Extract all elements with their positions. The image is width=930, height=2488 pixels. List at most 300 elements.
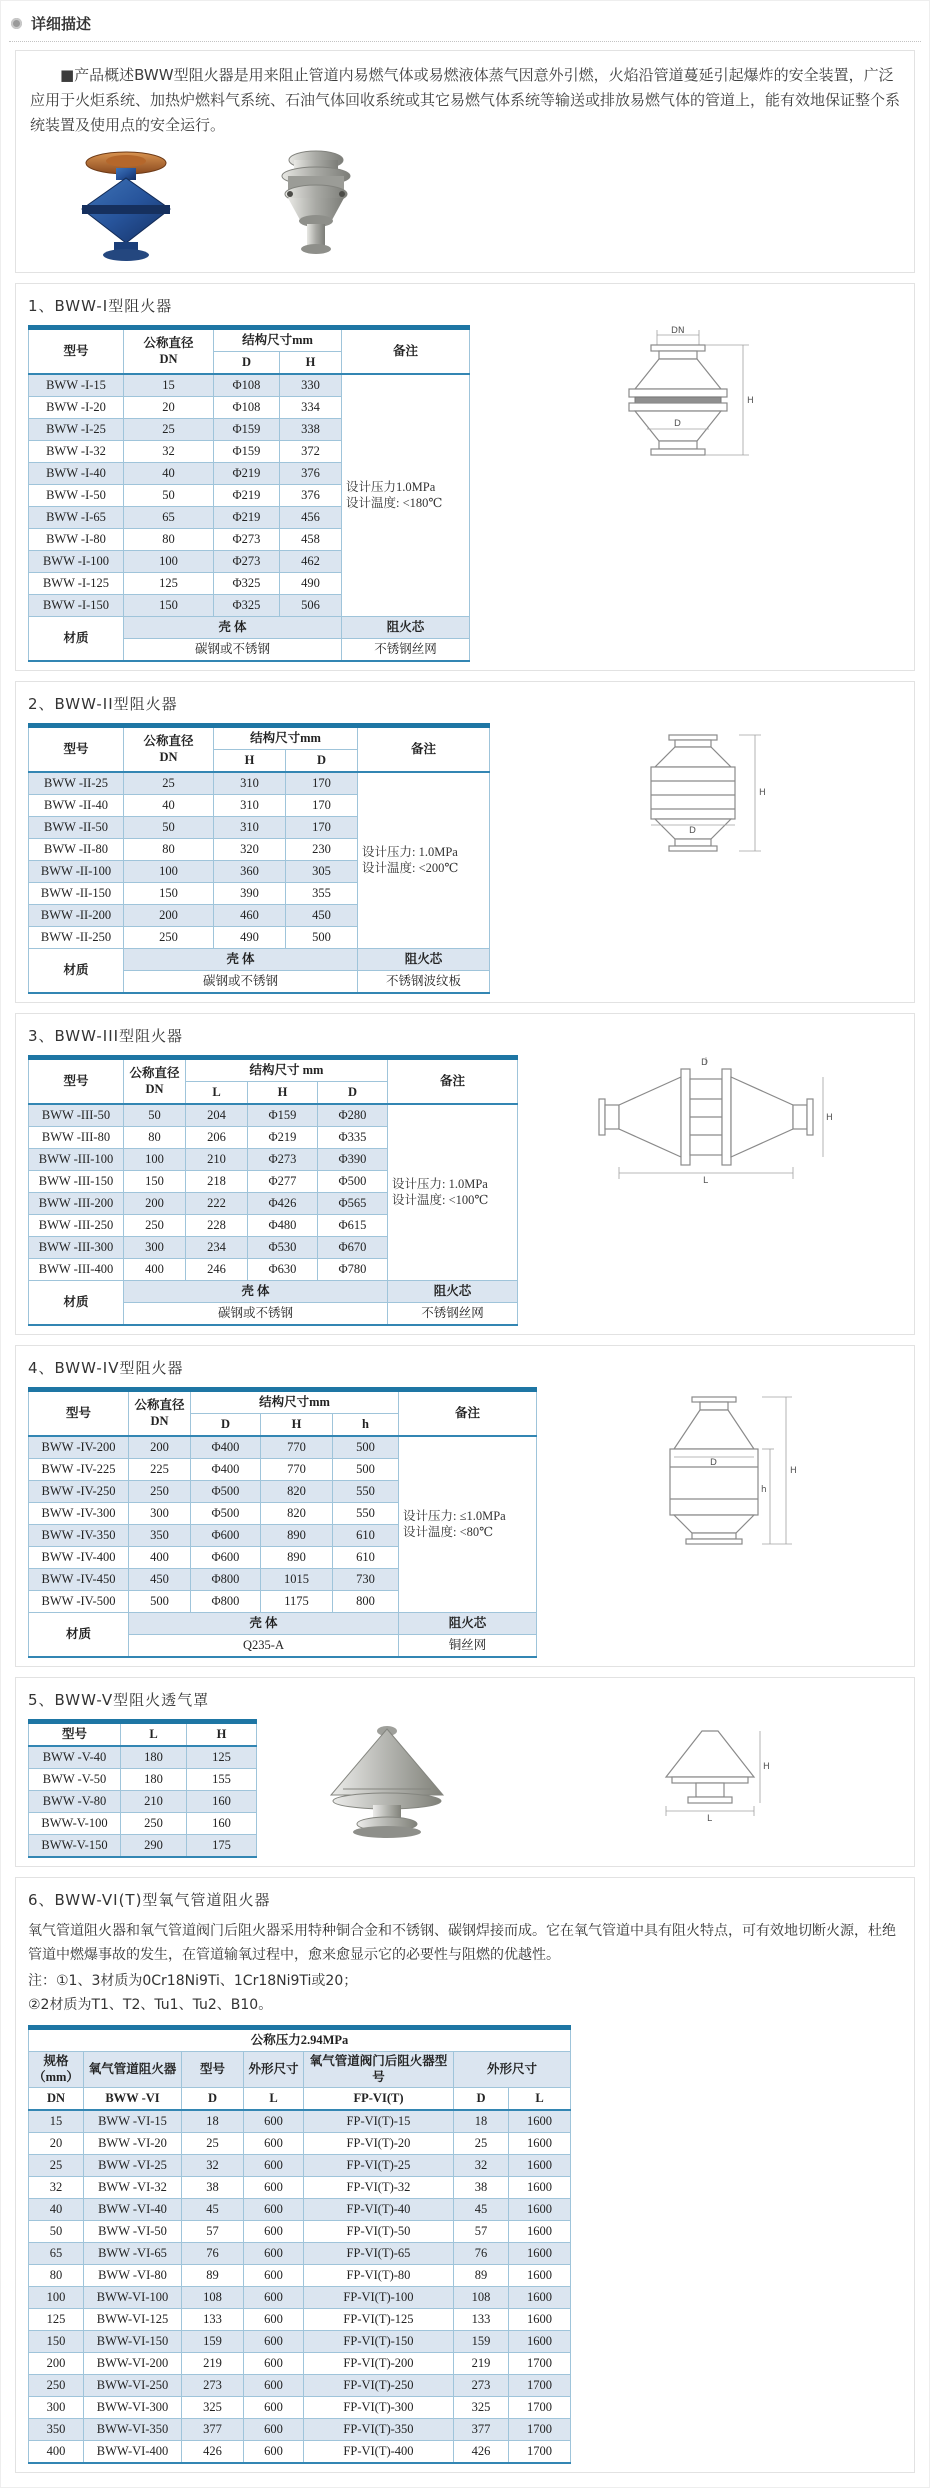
sub-bww-vi: BWW -VI [84,2088,182,2111]
core-header: 阻火芯 [388,1281,518,1303]
table-cell: 210 [186,1149,248,1171]
material-label: 材质 [29,617,124,662]
table-cell: 76 [454,2243,509,2265]
section-bww-iv [15,1345,915,1667]
table-cell: Φ273 [248,1149,318,1171]
bww-iv-drawing-area [537,1387,902,1582]
table-cell: 32 [29,2177,84,2199]
table-cell: Φ530 [248,1237,318,1259]
table-cell: Φ800 [191,1569,261,1591]
table-cell: BWW -I-100 [29,551,124,573]
table-cell: BWW-VI-150 [84,2331,182,2353]
table-cell: 150 [124,595,214,617]
table-row [29,2243,571,2265]
table-cell: FP-VI(T)-25 [304,2155,454,2177]
table-cell: Φ615 [318,1215,388,1237]
table-cell: Φ600 [191,1547,261,1569]
table-cell: 360 [214,861,286,883]
table-cell: Φ335 [318,1127,388,1149]
table-cell: 500 [333,1436,399,1459]
table-cell: BWW -I-80 [29,529,124,551]
table-cell: 175 [187,1835,257,1858]
table-cell: FP-VI(T)-400 [304,2441,454,2464]
table-cell: 506 [280,595,342,617]
table-cell: Φ219 [248,1127,318,1149]
table-cell: 150 [29,2331,84,2353]
table-cell: Φ480 [248,1215,318,1237]
table-cell: FP-VI(T)-100 [304,2287,454,2309]
material-label: 材质 [29,1281,124,1326]
bww-iii-spec-table [28,1055,518,1326]
table-cell: 1600 [509,2110,571,2133]
table-cell: 1700 [509,2441,571,2464]
table-cell: BWW -II-100 [29,861,124,883]
table-cell: BWW -II-250 [29,927,124,949]
table-cell: Φ273 [214,551,280,573]
table-cell: 600 [244,2133,304,2155]
sub-dn: DN [29,2088,84,2111]
table-cell: 290 [121,1835,187,1858]
table-cell: BWW -V-50 [29,1769,121,1791]
col-remark: 备注 [358,726,490,773]
table-cell: BWW -VI-25 [84,2155,182,2177]
table-row [29,1746,257,1769]
table-cell: FP-VI(T)-350 [304,2419,454,2441]
table-cell: BWW-V-150 [29,1835,121,1858]
table-cell: Φ277 [248,1171,318,1193]
table-cell: BWW -III-100 [29,1149,124,1171]
table-cell: 600 [244,2265,304,2287]
table-cell: 600 [244,2110,304,2133]
table-cell: FP-VI(T)-150 [304,2331,454,2353]
section-5-title: 5、BWW-V型阻火透气罩 [28,1691,210,1709]
table-cell: BWW -VI-80 [84,2265,182,2287]
section-2-title: 2、BWW-II型阻火器 [28,695,178,713]
table-row [29,772,490,795]
table-cell: 38 [454,2177,509,2199]
table-cell: FP-VI(T)-40 [304,2199,454,2221]
table-cell: BWW -VI-65 [84,2243,182,2265]
table-cell: 15 [29,2110,84,2133]
table-cell: BWW -VI-40 [84,2199,182,2221]
table-cell: Φ400 [191,1436,261,1459]
section-4-title: 4、BWW-IV型阻火器 [28,1359,184,1377]
table-row [29,1436,537,1459]
table-cell: 125 [124,573,214,595]
table-cell: 600 [244,2287,304,2309]
svg-text:L: L [706,1814,712,1824]
col-h: H [248,1082,318,1105]
table-cell: 1600 [509,2133,571,2155]
table-cell: 40 [29,2199,84,2221]
table-cell: 133 [454,2309,509,2331]
col-model: 型号 [29,1058,124,1105]
table-cell: 160 [187,1813,257,1835]
table-cell: BWW -III-80 [29,1127,124,1149]
table-cell: 1700 [509,2419,571,2441]
table-cell: 40 [124,795,214,817]
dotted-divider [9,41,921,42]
table-cell: 25 [454,2133,509,2155]
table-cell: 100 [124,1149,186,1171]
table-cell: Φ159 [214,441,280,463]
material-label: 材质 [29,949,124,994]
section-bww-iii [15,1013,915,1335]
table-cell: 600 [244,2155,304,2177]
table-cell: 770 [261,1459,333,1481]
table-cell: 550 [333,1481,399,1503]
bww-ii-technical-drawing [621,723,771,888]
table-cell: Φ390 [318,1149,388,1171]
table-cell: BWW -IV-500 [29,1591,129,1613]
table-cell: 890 [261,1547,333,1569]
table-row [29,2265,571,2287]
table-row [29,2221,571,2243]
table-cell: 462 [280,551,342,573]
table-cell: 125 [29,2309,84,2331]
section-bww-v [15,1677,915,1867]
col-outline-size-2: 外形尺寸 [454,2052,571,2088]
table-cell: 600 [244,2177,304,2199]
table-cell: 400 [124,1259,186,1281]
table-cell: 50 [124,1104,186,1127]
col-struct: 结构尺寸mm [214,726,358,750]
table-cell: 460 [214,905,286,927]
table-cell: BWW -I-150 [29,595,124,617]
table-cell: 1600 [509,2177,571,2199]
table-cell: BWW -II-50 [29,817,124,839]
table-cell: BWW-VI-200 [84,2353,182,2375]
table-cell: BWW -IV-250 [29,1481,129,1503]
table-cell: 159 [454,2331,509,2353]
bww-i-drawing-area [470,325,902,515]
shell-header: 壳 体 [124,617,342,639]
table-cell: 50 [124,485,214,507]
table-cell: 155 [187,1769,257,1791]
table-cell: BWW -II-25 [29,772,124,795]
table-cell: BWW -VI-32 [84,2177,182,2199]
product-photos [28,146,902,264]
svg-text:D: D [701,1058,708,1068]
table-cell: BWW -IV-300 [29,1503,129,1525]
bww-vi-spec-table [28,2025,571,2464]
table-cell: 890 [261,1525,333,1547]
table-cell: 125 [187,1746,257,1769]
col-pipeline-arrester: 氧气管道阻火器 [84,2052,182,2088]
table-row [29,2397,571,2419]
svg-text:DN: DN [671,326,685,336]
bww-v-spec-table [28,1719,257,1858]
table-cell: 200 [129,1436,191,1459]
table-cell: 820 [261,1481,333,1503]
table-row [29,1813,257,1835]
table-cell: 310 [214,795,286,817]
table-cell: 600 [244,2419,304,2441]
table-cell: 400 [129,1547,191,1569]
table-cell: 325 [454,2397,509,2419]
table-cell: 1600 [509,2199,571,2221]
table-cell: 57 [454,2221,509,2243]
remark-cell: 设计压力: 1.0MPa 设计温度: <100℃ [388,1104,518,1281]
table-row [29,374,470,397]
table-cell: BWW -I-15 [29,374,124,397]
table-cell: 25 [182,2133,244,2155]
table-cell: FP-VI(T)-125 [304,2309,454,2331]
col-model: 型号 [29,726,124,773]
table-cell: 500 [286,927,358,949]
product-photo-blue-arrester [70,146,182,264]
svg-text:L: L [703,1176,709,1185]
table-cell: 300 [124,1237,186,1259]
table-cell: 456 [280,507,342,529]
table-cell: 108 [454,2287,509,2309]
table-cell: BWW -III-150 [29,1171,124,1193]
table-cell: 100 [29,2287,84,2309]
table-cell: 305 [286,861,358,883]
col-dn: 公称直径 DN [124,328,214,375]
table-cell: Φ400 [191,1459,261,1481]
svg-text:H: H [762,1762,770,1772]
table-cell: 206 [186,1127,248,1149]
sub-d1: D [182,2088,244,2111]
material-label: 材质 [29,1613,129,1658]
table-cell: Φ325 [214,573,280,595]
table-cell: Φ280 [318,1104,388,1127]
table-cell: BWW -III-300 [29,1237,124,1259]
table-cell: 230 [286,839,358,861]
table-cell: Φ670 [318,1237,388,1259]
table-cell: 159 [182,2331,244,2353]
table-cell: 218 [186,1171,248,1193]
table-cell: BWW -II-200 [29,905,124,927]
col-outline-size: 外形尺寸 [244,2052,304,2088]
table-cell: 1600 [509,2331,571,2353]
table-row [29,2199,571,2221]
col-remark: 备注 [399,1390,537,1437]
table-cell: FP-VI(T)-250 [304,2375,454,2397]
table-cell: 1700 [509,2397,571,2419]
table-row [29,1835,257,1858]
section-bww-i [15,283,915,671]
table-cell: 350 [129,1525,191,1547]
table-cell: 1600 [509,2243,571,2265]
table-cell: 160 [187,1791,257,1813]
intro-box [15,50,915,273]
table-row [29,2155,571,2177]
remark-cell: 设计压力1.0MPa 设计温度: <180℃ [342,374,470,617]
table-cell: Φ219 [214,463,280,485]
table-cell: FP-VI(T)-15 [304,2110,454,2133]
table-cell: Φ600 [191,1525,261,1547]
table-cell: FP-VI(T)-50 [304,2221,454,2243]
table-cell: 50 [29,2221,84,2243]
table-cell: BWW-V-100 [29,1813,121,1835]
bww-iii-technical-drawing [585,1055,835,1185]
oxygen-arrester-description: 氧气管道阻火器和氧气管道阀门后阻火器采用特种铜合金和不锈钢、碳钢焊接而成。它在氧气管道中具有阻火特点，可有效地切断火源，杜绝管道中燃爆事故的发生，在管道输氧过程中，愈来愈显示它的必要性与阻燃的优越性。 [28,1923,896,1963]
col-hh: h [333,1414,399,1437]
section-3-title: 3、BWW-III型阻火器 [28,1027,184,1045]
remark-cell: 设计压力: 1.0MPa 设计温度: <200℃ [358,772,490,949]
section-1-title: 1、BWW-I型阻火器 [28,297,173,315]
product-overview-text: ■产品概述BWW型阻火器是用来阻止管道内易燃气体或易燃液体蒸气因意外引燃，火焰沿管道蔓延引起爆炸的安全装置，广泛应用于火炬系统、加热炉燃料气系统、石油气体回收系统或其它易燃气体系统等输送或排放易燃气体的管道上，能有效地保证整个系统装置及使用点的安全运行。 [30,66,901,134]
table-cell: 80 [124,529,214,551]
svg-text:H: H [759,788,766,798]
section-header [1,7,929,38]
table-row [29,1791,257,1813]
table-cell: 18 [182,2110,244,2133]
table-cell: BWW -IV-200 [29,1436,129,1459]
table-cell: BWW -III-50 [29,1104,124,1127]
table-cell: 1600 [509,2265,571,2287]
bww-ii-drawing-area [490,723,902,888]
table-cell: 65 [124,507,214,529]
table-row [29,2331,571,2353]
table-cell: 390 [214,883,286,905]
table-cell: 100 [124,551,214,573]
table-cell: 426 [454,2441,509,2464]
table-cell: BWW -II-150 [29,883,124,905]
table-cell: 250 [29,2375,84,2397]
table-cell: 204 [186,1104,248,1127]
table-cell: 600 [244,2331,304,2353]
table-cell: BWW-VI-300 [84,2397,182,2419]
table-cell: 500 [333,1459,399,1481]
table-cell: 450 [129,1569,191,1591]
table-cell: 15 [124,374,214,397]
table-cell: Φ426 [248,1193,318,1215]
table-cell: 80 [29,2265,84,2287]
table-cell: Φ219 [214,485,280,507]
table-cell: BWW -III-200 [29,1193,124,1215]
table-cell: 458 [280,529,342,551]
bww-i-spec-table [28,325,470,662]
bww-iv-spec-table [28,1387,537,1658]
sub-d2: D [454,2088,509,2111]
bww-v-technical-drawing [650,1719,770,1834]
table-cell: BWW -VI-20 [84,2133,182,2155]
table-cell: 32 [124,441,214,463]
table-cell: BWW -I-40 [29,463,124,485]
bww-ii-spec-table [28,723,490,994]
table-cell: Φ630 [248,1259,318,1281]
table-cell: 273 [182,2375,244,2397]
table-cell: 330 [280,374,342,397]
shell-material: 碳钢或不锈钢 [124,639,342,662]
product-photo-steel-arrester [274,146,358,264]
col-d: D [286,750,358,773]
table-cell: BWW -IV-450 [29,1569,129,1591]
table-cell: 210 [121,1791,187,1813]
col-h: H [280,352,342,375]
table-cell: 150 [124,883,214,905]
table-cell: 600 [244,2199,304,2221]
table-cell: 800 [333,1591,399,1613]
table-cell: 133 [182,2309,244,2331]
col-d: D [318,1082,388,1105]
bullet-icon [11,18,22,29]
table-cell: 610 [333,1525,399,1547]
page-title: 详细描述 [31,15,92,33]
table-cell: BWW -I-65 [29,507,124,529]
table-cell: 250 [129,1481,191,1503]
table-cell: 225 [129,1459,191,1481]
table-cell: Φ219 [214,507,280,529]
svg-text:D: D [709,1458,717,1468]
col-spec-mm: 规格（mm） [29,2052,84,2088]
core-header: 阻火芯 [399,1613,537,1635]
pressure-title: 公称压力2.94MPa [29,2028,571,2052]
table-cell: Φ273 [214,529,280,551]
bww-i-technical-drawing [601,325,771,515]
table-cell: 250 [121,1813,187,1835]
table-cell: 76 [182,2243,244,2265]
table-cell: 57 [182,2221,244,2243]
table-cell: 600 [244,2353,304,2375]
table-cell: 770 [261,1436,333,1459]
table-row [29,1769,257,1791]
table-cell: 310 [214,772,286,795]
table-cell: 234 [186,1237,248,1259]
col-remark: 备注 [342,328,470,375]
table-cell: 45 [454,2199,509,2221]
table-cell: 1600 [509,2155,571,2177]
remark-cell: 设计压力: ≤1.0MPa 设计温度: <80℃ [399,1436,537,1613]
table-cell: FP-VI(T)-300 [304,2397,454,2419]
core-material: 铜丝网 [399,1635,537,1658]
table-cell: 1600 [509,2221,571,2243]
table-cell: 65 [29,2243,84,2265]
col-struct: 结构尺寸mm [214,328,342,352]
col-model: 型号 [182,2052,244,2088]
table-cell: 325 [182,2397,244,2419]
table-cell: FP-VI(T)-32 [304,2177,454,2199]
table-cell: 25 [124,772,214,795]
table-cell: 170 [286,772,358,795]
table-cell: 50 [124,817,214,839]
core-material: 不锈钢丝网 [388,1303,518,1326]
shell-header: 壳 体 [124,1281,388,1303]
table-cell: 1600 [509,2309,571,2331]
table-cell: BWW-VI-400 [84,2441,182,2464]
table-cell: 108 [182,2287,244,2309]
table-cell: BWW -I-125 [29,573,124,595]
section-bww-vi [15,1877,915,2473]
table-cell: 490 [280,573,342,595]
table-cell: 80 [124,839,214,861]
core-material: 不锈钢波纹板 [358,971,490,994]
table-cell: 310 [214,817,286,839]
col-l: L [121,1722,187,1747]
bww-v-product-photo [317,1719,457,1844]
table-row [29,1104,518,1127]
sub-l2: L [509,2088,571,2111]
col-dn: 公称直径 DN [129,1390,191,1437]
table-cell: BWW -III-400 [29,1259,124,1281]
core-header: 阻火芯 [358,949,490,971]
table-row [29,2177,571,2199]
table-cell: 600 [244,2309,304,2331]
table-cell: 610 [333,1547,399,1569]
table-cell: FP-VI(T)-20 [304,2133,454,2155]
table-row [29,2441,571,2464]
col-d: D [214,352,280,375]
table-cell: 490 [214,927,286,949]
svg-text:h: h [760,1485,767,1495]
section-bww-ii [15,681,915,1003]
table-cell: 18 [454,2110,509,2133]
table-cell: 376 [280,463,342,485]
table-row [29,2133,571,2155]
